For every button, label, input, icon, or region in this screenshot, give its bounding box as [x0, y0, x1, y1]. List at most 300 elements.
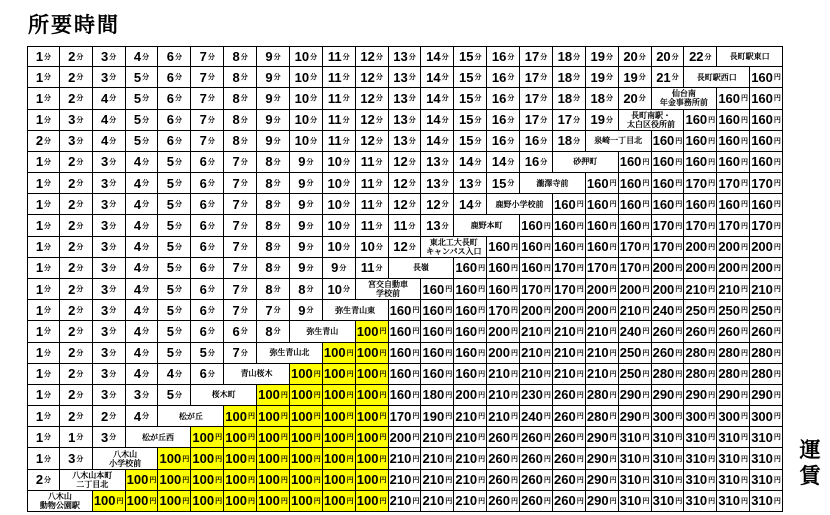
travel-time-unit: 分	[207, 370, 215, 378]
fare-cell	[290, 364, 323, 385]
fare-value: 300	[751, 408, 773, 424]
travel-time-unit: 分	[175, 137, 183, 145]
station-label	[619, 110, 685, 131]
fare-cell	[586, 470, 619, 491]
fare-unit: 円	[576, 391, 584, 399]
fare-value: 100	[192, 451, 215, 467]
travel-time-unit: 分	[76, 53, 84, 61]
fare-cell	[520, 321, 553, 342]
fare-value: 100	[258, 408, 280, 424]
travel-time-cell	[93, 385, 126, 406]
travel-time-cell	[257, 67, 290, 88]
fare-unit: 円	[412, 328, 420, 336]
travel-time-cell	[553, 67, 586, 88]
travel-time-value: 18	[557, 133, 573, 149]
fare-value: 160	[652, 133, 675, 149]
travel-time-cell	[191, 46, 224, 67]
fare-unit: 円	[280, 391, 288, 399]
travel-time-unit: 分	[175, 264, 183, 272]
fare-cell	[421, 470, 454, 491]
fare-cell	[684, 237, 717, 258]
station-name-line: 宮交自動車	[368, 280, 409, 290]
fare-unit: 円	[182, 476, 190, 484]
fare-cell	[750, 385, 783, 406]
fare-unit: 円	[346, 476, 354, 484]
fare-value: 260	[553, 472, 576, 488]
travel-time-unit: 分	[109, 349, 117, 357]
travel-time-value: 13	[393, 90, 408, 106]
travel-time-cell	[454, 110, 487, 131]
fare-value: 170	[652, 239, 675, 255]
fare-value: 100	[225, 493, 247, 509]
fare-cell	[586, 258, 619, 279]
travel-time-unit: 分	[507, 74, 515, 82]
travel-time-value: 1	[35, 387, 44, 403]
travel-time-value: 14	[491, 154, 507, 170]
fare-unit: 円	[412, 413, 420, 421]
fare-cell	[684, 321, 717, 342]
fare-unit: 円	[182, 455, 190, 463]
fare-unit: 円	[642, 158, 650, 166]
fare-value: 280	[718, 345, 741, 361]
fare-unit: 円	[642, 264, 650, 272]
travel-time-unit: 分	[273, 74, 281, 82]
fare-value: 200	[553, 302, 576, 318]
station-label	[60, 470, 126, 491]
travel-time-cell	[421, 110, 454, 131]
fare-unit: 円	[642, 349, 650, 357]
fare-cell	[619, 321, 652, 342]
travel-time-value: 17	[557, 112, 573, 128]
travel-time-cell	[323, 46, 356, 67]
travel-time-cell	[158, 46, 191, 67]
travel-time-value: 11	[327, 69, 342, 85]
travel-time-cell	[158, 300, 191, 321]
travel-time-cell	[27, 131, 60, 152]
travel-time-value: 9	[298, 239, 306, 255]
travel-time-value: 11	[327, 90, 342, 106]
fare-cell	[586, 491, 619, 512]
travel-time-unit: 分	[306, 158, 314, 166]
fare-unit: 円	[379, 391, 387, 399]
travel-time-value: 13	[393, 69, 408, 85]
fare-cell	[652, 152, 685, 173]
fare-unit: 円	[609, 370, 617, 378]
fare-cell	[126, 491, 159, 512]
fare-unit: 円	[379, 434, 387, 442]
travel-time-cell	[257, 131, 290, 152]
travel-time-unit: 分	[273, 201, 281, 209]
travel-time-unit: 分	[240, 53, 248, 61]
travel-time-value: 1	[35, 112, 44, 128]
fare-cell	[652, 364, 685, 385]
station-label	[553, 152, 619, 173]
travel-time-cell	[158, 343, 191, 364]
travel-time-cell	[60, 88, 93, 109]
fare-unit: 円	[346, 455, 354, 463]
fare-unit: 円	[708, 391, 716, 399]
travel-time-unit: 分	[175, 349, 183, 357]
travel-time-cell	[257, 88, 290, 109]
fare-cell	[684, 110, 717, 131]
fare-value: 160	[521, 260, 543, 276]
travel-time-value: 1	[35, 218, 44, 234]
fare-cell	[323, 448, 356, 469]
fare-value: 260	[488, 451, 510, 467]
travel-time-cell	[389, 67, 422, 88]
fare-unit: 円	[215, 476, 223, 484]
fare-cell	[586, 343, 619, 364]
travel-time-cell	[60, 321, 93, 342]
travel-time-value: 20	[656, 49, 671, 65]
fare-unit: 円	[708, 201, 716, 209]
travel-time-unit: 分	[342, 222, 350, 230]
travel-time-cell	[191, 131, 224, 152]
fare-unit: 円	[576, 243, 584, 251]
travel-time-cell	[60, 364, 93, 385]
fare-value: 160	[652, 196, 675, 212]
fare-value: 200	[652, 260, 675, 276]
travel-time-unit: 分	[474, 158, 482, 166]
fare-cell	[684, 215, 717, 236]
travel-time-value: 1	[35, 323, 44, 339]
fare-cell	[652, 427, 685, 448]
travel-time-cell	[257, 110, 290, 131]
travel-time-cell	[60, 448, 93, 469]
fare-cell	[750, 173, 783, 194]
travel-time-value: 10	[327, 239, 342, 255]
travel-time-cell	[553, 110, 586, 131]
fare-unit: 円	[478, 286, 486, 294]
travel-time-unit: 分	[342, 180, 350, 188]
travel-time-value: 1	[35, 175, 44, 191]
station-name-line: 鹿野本町	[470, 221, 503, 231]
travel-time-value: 14	[426, 133, 441, 149]
fare-cell	[520, 427, 553, 448]
fare-cell	[684, 427, 717, 448]
fare-value: 260	[521, 429, 543, 445]
fare-value: 200	[652, 281, 675, 297]
fare-value: 300	[685, 408, 708, 424]
travel-time-unit: 分	[240, 74, 248, 82]
fare-cell	[323, 385, 356, 406]
fare-unit: 円	[346, 349, 354, 357]
travel-time-value: 2	[68, 239, 76, 255]
fare-unit: 円	[642, 286, 650, 294]
travel-time-cell	[652, 46, 685, 67]
travel-time-cell	[619, 46, 652, 67]
fare-cell	[454, 427, 487, 448]
station-label	[520, 173, 586, 194]
travel-time-cell	[27, 173, 60, 194]
fare-value: 200	[488, 345, 510, 361]
fare-cell	[389, 406, 422, 427]
fare-cell	[389, 343, 422, 364]
travel-time-unit: 分	[342, 95, 350, 103]
fare-value: 240	[619, 323, 642, 339]
travel-time-unit: 分	[310, 116, 318, 124]
travel-time-cell	[27, 279, 60, 300]
fare-unit: 円	[675, 180, 683, 188]
fare-unit: 円	[741, 307, 749, 315]
travel-time-cell	[487, 88, 520, 109]
fare-cell	[487, 470, 520, 491]
fare-unit: 円	[576, 413, 584, 421]
travel-time-cell	[60, 343, 93, 364]
fare-value: 160	[586, 175, 609, 191]
fare-unit: 円	[773, 243, 781, 251]
travel-time-unit: 分	[76, 413, 84, 421]
fare-unit: 円	[445, 328, 453, 336]
travel-time-cell	[257, 300, 290, 321]
fare-cell	[586, 321, 619, 342]
fare-cell	[487, 237, 520, 258]
fare-cell	[389, 321, 422, 342]
station-label	[323, 300, 389, 321]
travel-time-cell	[356, 237, 389, 258]
station-name-line: 松が丘西	[141, 432, 174, 442]
travel-time-value: 5	[133, 90, 142, 106]
fare-unit: 円	[478, 307, 486, 315]
travel-time-cell	[487, 173, 520, 194]
fare-value: 160	[422, 366, 445, 382]
fare-value: 200	[521, 302, 543, 318]
travel-time-cell	[27, 67, 60, 88]
travel-time-unit: 分	[109, 286, 117, 294]
station-label	[191, 385, 257, 406]
travel-time-unit: 分	[375, 201, 383, 209]
fare-unit: 円	[675, 328, 683, 336]
fare-value: 260	[553, 451, 576, 467]
travel-time-cell	[93, 321, 126, 342]
fare-value: 200	[685, 239, 708, 255]
travel-time-value: 4	[101, 133, 109, 149]
fare-unit: 円	[478, 497, 486, 505]
station-name-line: 年金事務所前	[659, 98, 708, 108]
fare-value: 100	[323, 472, 346, 488]
travel-time-unit: 分	[240, 349, 248, 357]
travel-time-cell	[27, 406, 60, 427]
fare-unit: 円	[215, 434, 223, 442]
fare-cell	[290, 491, 323, 512]
fare-cell	[158, 491, 191, 512]
travel-time-cell	[93, 152, 126, 173]
travel-time-cell	[158, 385, 191, 406]
fare-unit: 円	[741, 349, 749, 357]
travel-time-value: 1	[35, 260, 44, 276]
fare-cell	[652, 300, 685, 321]
travel-time-cell	[586, 110, 619, 131]
travel-time-cell	[290, 152, 323, 173]
fare-unit: 円	[642, 370, 650, 378]
travel-time-value: 9	[265, 133, 273, 149]
fare-unit: 円	[609, 413, 617, 421]
travel-time-unit: 分	[44, 349, 52, 357]
travel-time-unit: 分	[109, 434, 117, 442]
fare-cell	[487, 385, 520, 406]
travel-time-value: 10	[327, 281, 342, 297]
fare-cell	[652, 194, 685, 215]
fare-unit: 円	[773, 137, 781, 145]
fare-cell	[257, 385, 290, 406]
travel-time-cell	[93, 173, 126, 194]
fare-cell	[421, 300, 454, 321]
travel-time-unit: 分	[273, 264, 281, 272]
fare-unit: 円	[741, 95, 749, 103]
fare-value: 310	[718, 472, 741, 488]
fare-unit: 円	[445, 413, 453, 421]
station-name-line: 二丁目北	[76, 479, 109, 489]
fare-value: 160	[553, 218, 576, 234]
travel-time-value: 5	[166, 196, 175, 212]
fare-cell	[717, 88, 750, 109]
travel-time-value: 5	[133, 133, 142, 149]
fare-unit: 円	[741, 264, 749, 272]
fare-cell	[619, 279, 652, 300]
fare-cell	[487, 427, 520, 448]
fare-unit: 円	[609, 497, 617, 505]
travel-time-cell	[158, 152, 191, 173]
fare-unit: 円	[741, 370, 749, 378]
travel-time-unit: 分	[441, 158, 449, 166]
fare-unit: 円	[609, 180, 617, 188]
travel-time-unit: 分	[342, 137, 350, 145]
travel-time-unit: 分	[342, 201, 350, 209]
travel-time-value: 10	[327, 196, 342, 212]
fare-cell	[356, 406, 389, 427]
station-label	[224, 364, 290, 385]
travel-time-unit: 分	[240, 264, 248, 272]
travel-time-value: 8	[265, 218, 273, 234]
travel-time-cell	[356, 110, 389, 131]
fare-cell	[750, 279, 783, 300]
travel-time-value: 9	[298, 260, 306, 276]
travel-time-value: 1	[35, 49, 44, 65]
fare-cell	[750, 194, 783, 215]
fare-value: 250	[619, 345, 642, 361]
travel-time-value: 12	[360, 49, 375, 65]
travel-time-unit: 分	[175, 370, 183, 378]
travel-time-cell	[257, 194, 290, 215]
fare-value: 200	[751, 239, 773, 255]
fare-unit: 円	[543, 328, 551, 336]
travel-time-value: 4	[133, 408, 142, 424]
travel-time-unit: 分	[605, 74, 613, 82]
travel-time-cell	[191, 88, 224, 109]
fare-unit: 円	[149, 476, 157, 484]
fare-value: 200	[389, 429, 412, 445]
fare-value: 100	[323, 429, 346, 445]
fare-unit: 円	[412, 349, 420, 357]
fare-value: 100	[291, 387, 313, 403]
fare-value: 310	[751, 493, 773, 509]
travel-time-unit: 分	[44, 243, 52, 251]
travel-time-value: 17	[524, 49, 540, 65]
fare-unit: 円	[773, 328, 781, 336]
travel-time-cell	[520, 131, 553, 152]
fare-unit: 円	[445, 307, 453, 315]
travel-time-value: 8	[265, 323, 273, 339]
fare-unit: 円	[510, 370, 518, 378]
fare-cell	[553, 427, 586, 448]
fare-value: 160	[389, 345, 412, 361]
fare-value: 200	[751, 260, 773, 276]
fare-value: 100	[291, 451, 313, 467]
fare-unit: 円	[708, 116, 716, 124]
travel-time-cell	[520, 46, 553, 67]
fare-unit: 円	[642, 180, 650, 188]
fare-value: 280	[586, 387, 609, 403]
travel-time-cell	[454, 131, 487, 152]
fare-unit: 円	[412, 497, 420, 505]
fare-cell	[389, 448, 422, 469]
fare-value: 100	[356, 408, 379, 424]
travel-time-unit: 分	[507, 95, 515, 103]
fare-cell	[652, 279, 685, 300]
travel-time-value: 2	[68, 323, 76, 339]
fare-unit: 円	[741, 328, 749, 336]
fare-cell	[619, 448, 652, 469]
fare-value: 160	[619, 218, 642, 234]
fare-value: 100	[258, 387, 280, 403]
travel-time-value: 13	[393, 49, 408, 65]
travel-time-value: 7	[232, 345, 240, 361]
travel-time-cell	[520, 67, 553, 88]
travel-time-cell	[93, 131, 126, 152]
station-name-line: 動物公園駅	[39, 500, 80, 510]
fare-unit: 円	[445, 286, 453, 294]
travel-time-unit: 分	[76, 455, 84, 463]
travel-time-value: 11	[327, 112, 342, 128]
travel-time-unit: 分	[441, 95, 449, 103]
fare-cell	[684, 491, 717, 512]
fare-cell	[389, 385, 422, 406]
fare-unit: 円	[445, 391, 453, 399]
travel-time-unit: 分	[573, 95, 581, 103]
station-name-line: 八木山	[113, 449, 138, 459]
travel-time-cell	[619, 88, 652, 109]
travel-time-value: 2	[68, 175, 76, 191]
fare-cell	[717, 343, 750, 364]
fare-unit: 円	[543, 243, 551, 251]
travel-time-unit: 分	[240, 95, 248, 103]
travel-time-unit: 分	[44, 434, 52, 442]
travel-time-cell	[60, 215, 93, 236]
travel-time-cell	[290, 88, 323, 109]
travel-time-cell	[126, 385, 159, 406]
fare-unit: 円	[773, 497, 781, 505]
travel-time-cell	[356, 46, 389, 67]
fare-unit: 円	[576, 201, 584, 209]
station-name-line: 長町南駅・	[631, 110, 671, 120]
travel-time-cell	[454, 67, 487, 88]
travel-time-unit: 分	[273, 307, 281, 315]
travel-time-cell	[356, 131, 389, 152]
fare-value: 260	[718, 323, 741, 339]
fare-value: 210	[389, 451, 412, 467]
travel-time-cell	[60, 152, 93, 173]
travel-time-value: 2	[35, 133, 44, 149]
fare-cell	[619, 491, 652, 512]
travel-time-value: 5	[166, 175, 175, 191]
fare-value: 170	[488, 302, 510, 318]
fare-cell	[717, 279, 750, 300]
travel-time-value: 11	[327, 133, 342, 149]
travel-time-unit: 分	[408, 243, 416, 251]
fare-value: 170	[652, 218, 675, 234]
travel-time-value: 9	[265, 49, 273, 65]
fare-unit: 円	[675, 243, 683, 251]
